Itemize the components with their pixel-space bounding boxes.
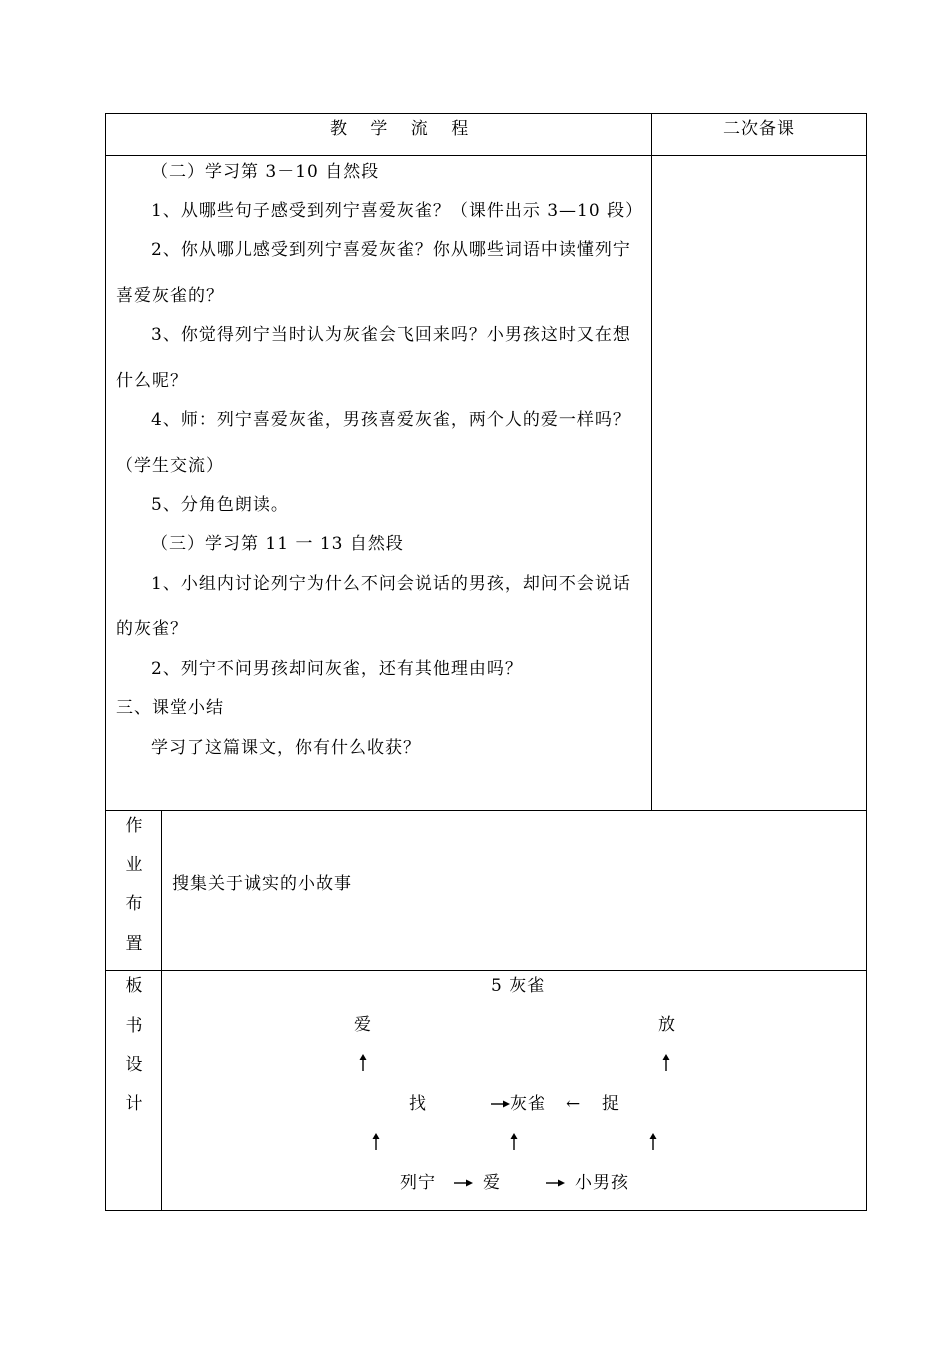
- process-line: 4、师：列宁喜爱灰雀，男孩喜爱灰雀，两个人的爱一样吗？: [151, 410, 631, 430]
- board-label-char: 计: [125, 1094, 143, 1114]
- board-left-arrow: ←: [566, 1094, 582, 1114]
- arrow-up-icon: [508, 1133, 520, 1151]
- process-line: 的灰雀？: [116, 619, 188, 639]
- board-word-ai-bottom: 爱: [483, 1173, 501, 1193]
- process-line: （三）学习第 11 一 13 自然段: [151, 534, 404, 554]
- process-line: （学生交流）: [116, 456, 224, 476]
- board-word-zhuo: 捉: [602, 1094, 620, 1114]
- arrow-up-icon: [660, 1054, 672, 1072]
- table-border-bottom: [105, 1210, 867, 1211]
- homework-content: 搜集关于诚实的小故事: [172, 874, 352, 894]
- arrow-right-icon: [491, 1098, 511, 1110]
- process-line: 什么呢？: [116, 371, 188, 391]
- header-divider: [105, 155, 867, 156]
- board-word-liening: 列宁: [400, 1173, 436, 1193]
- board-label-char: 书: [125, 1016, 143, 1036]
- section-divider-2: [105, 970, 867, 971]
- process-line: 1、从哪些句子感受到列宁喜爱灰雀？（课件出示 3—10 段）: [151, 201, 644, 221]
- arrow-up-icon: [370, 1133, 382, 1151]
- process-column-divider: [651, 113, 652, 811]
- arrow-up-icon: [357, 1054, 369, 1072]
- section-divider-1: [105, 810, 867, 811]
- board-title: 5 灰雀: [491, 976, 546, 996]
- table-border-right: [866, 113, 867, 1211]
- process-line: 2、列宁不问男孩却问灰雀，还有其他理由吗？: [151, 659, 523, 679]
- process-line: 学习了这篇课文，你有什么收获？: [151, 738, 421, 758]
- board-word-ai-top: 爱: [354, 1015, 372, 1035]
- arrow-right-icon: [546, 1177, 566, 1189]
- process-line: 1、小组内讨论列宁为什么不问会说话的男孩，却问不会说话: [151, 574, 631, 594]
- homework-label-char: 作: [125, 816, 143, 836]
- arrow-right-icon: [454, 1177, 474, 1189]
- board-label-char: 设: [125, 1055, 143, 1075]
- header-process-title: 教 学 流 程: [330, 119, 478, 139]
- table-border-top: [105, 113, 867, 114]
- arrow-up-icon: [647, 1133, 659, 1151]
- board-word-boy: 小男孩: [575, 1173, 629, 1193]
- homework-label-char: 置: [125, 934, 143, 954]
- process-line: （二）学习第 3－10 自然段: [151, 162, 380, 182]
- label-column-divider: [161, 810, 162, 1211]
- homework-label-char: 业: [125, 855, 143, 875]
- process-line: 三、课堂小结: [116, 698, 224, 718]
- process-line: 2、你从哪儿感受到列宁喜爱灰雀？你从哪些词语中读懂列宁: [151, 240, 631, 260]
- process-line: 3、你觉得列宁当时认为灰雀会飞回来吗？小男孩这时又在想: [151, 325, 631, 345]
- process-line: 喜爱灰雀的？: [116, 286, 224, 306]
- board-label-char: 板: [125, 976, 143, 996]
- homework-label-char: 布: [125, 894, 143, 914]
- board-word-zhao: 找: [409, 1094, 427, 1114]
- header-second-prep: 二次备课: [723, 119, 795, 139]
- board-word-fang: 放: [658, 1015, 676, 1035]
- process-line: 5、分角色朗读。: [151, 495, 289, 515]
- board-word-huique: 灰雀: [510, 1094, 546, 1114]
- table-border-left: [105, 113, 106, 1211]
